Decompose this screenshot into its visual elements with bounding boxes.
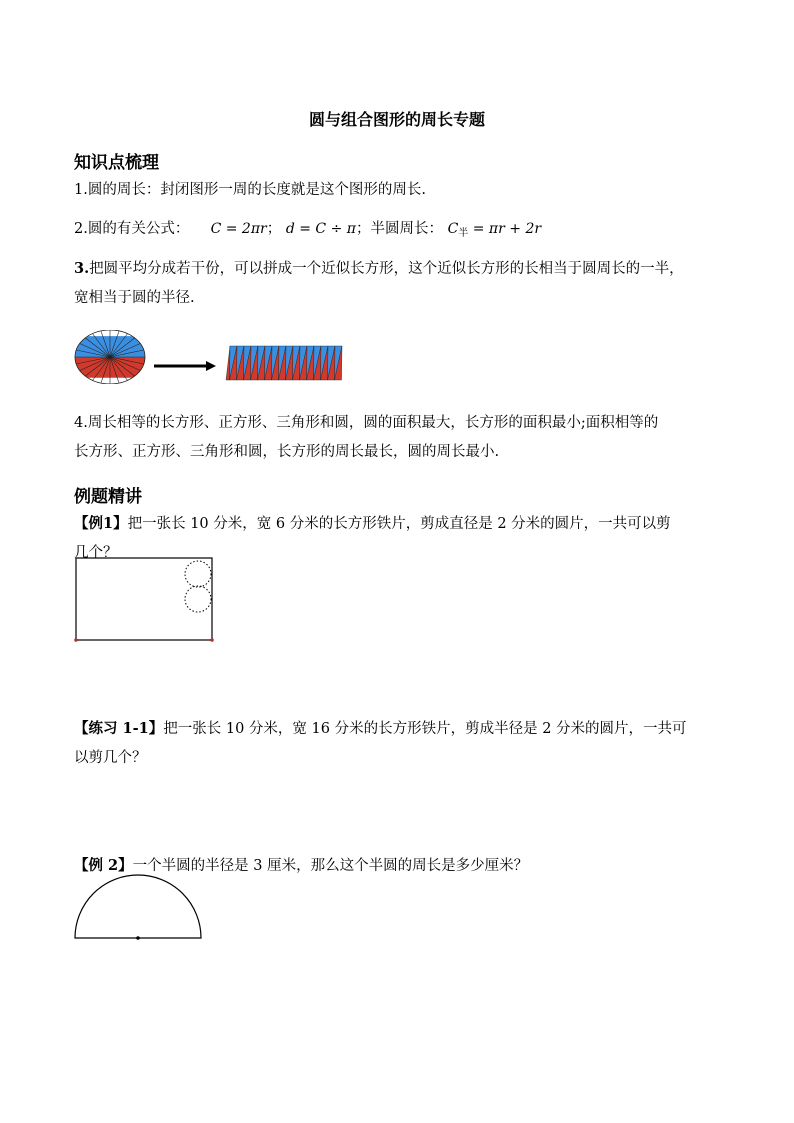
knowledge-point-2 — [74, 215, 724, 248]
point-4-line-2: 长方形、正方形、三角形和圆，长方形的周长最长，圆的周长最小. — [74, 444, 500, 460]
separator-1: ； — [266, 221, 282, 237]
divided-circle — [75, 330, 145, 384]
example-2-tag: 【例 2】 — [74, 857, 133, 874]
practice-1-1-line-1: 把一张长 10 分米，宽 16 分米的长方形铁片，剪成半径是 2 分米的圆片，一共可 — [163, 721, 687, 737]
knowledge-point-3 — [74, 254, 734, 313]
semicircle — [75, 875, 201, 938]
practice-1-1-line-2: 以剪几个？ — [74, 750, 147, 766]
dotted-circle-2 — [185, 586, 211, 612]
knowledge-point-4 — [74, 409, 734, 467]
semicircle-figure — [70, 872, 206, 944]
knowledge-point-1: 1.圆的周长：封闭图形一周的长度就是这个图形的周长. — [74, 182, 426, 198]
circumference-formula: C = 2πr — [210, 221, 267, 237]
section-heading-knowledge: 知识点梳理 — [74, 153, 159, 173]
example-2-line-1: 一个半圆的半径是 3 厘米，那么这个半圆的周长是多少厘米？ — [132, 858, 529, 874]
semicircle-formula-rest: = πr + 2r — [468, 221, 542, 237]
formula-label: 2.圆的有关公式： — [74, 221, 190, 237]
semicircle-formula-c: C — [447, 221, 459, 237]
example-1-line-2: 几个？ — [74, 545, 118, 561]
circle-to-rectangle-figure — [70, 330, 360, 384]
point-3-number: 3. — [74, 260, 90, 277]
corner-point-right — [210, 638, 214, 642]
diameter-formula: d = C ÷ π — [285, 221, 356, 237]
rectangle-with-circles-figure — [72, 554, 218, 646]
point-3-line-2: 宽相当于圆的半径. — [74, 290, 195, 306]
point-3-line-1: 把圆平均分成若干份，可以拼成一个近似长方形，这个近似长方形的长相当于圆周长的一半， — [89, 261, 684, 277]
center-point — [136, 936, 140, 940]
semicircle-formula — [448, 221, 541, 237]
point-4-line-1: 4.周长相等的长方形、正方形、三角形和圆，圆的面积最大，长方形的面积最小;面积相等的 — [74, 415, 659, 431]
example-1-line-1: 把一张长 10 分米，宽 6 分米的长方形铁片，剪成直径是 2 分米的圆片，一共可以剪 — [127, 516, 671, 532]
semicircle-formula-sub: 半 — [458, 228, 469, 239]
section-heading-examples: 例题精讲 — [74, 487, 142, 507]
separator-2: ；半圆周长： — [355, 221, 443, 237]
example-1-tag: 【例1】 — [74, 515, 128, 532]
corner-point-left — [74, 638, 78, 642]
arrow — [154, 361, 216, 371]
practice-1-1-tag: 【练习 1-1】 — [74, 720, 164, 737]
page-title: 圆与组合图形的周长专题 — [308, 110, 485, 129]
rectangle — [76, 558, 212, 640]
approx-rectangle — [226, 346, 342, 380]
practice-1-1 — [74, 714, 734, 773]
dotted-circle-1 — [185, 561, 211, 587]
